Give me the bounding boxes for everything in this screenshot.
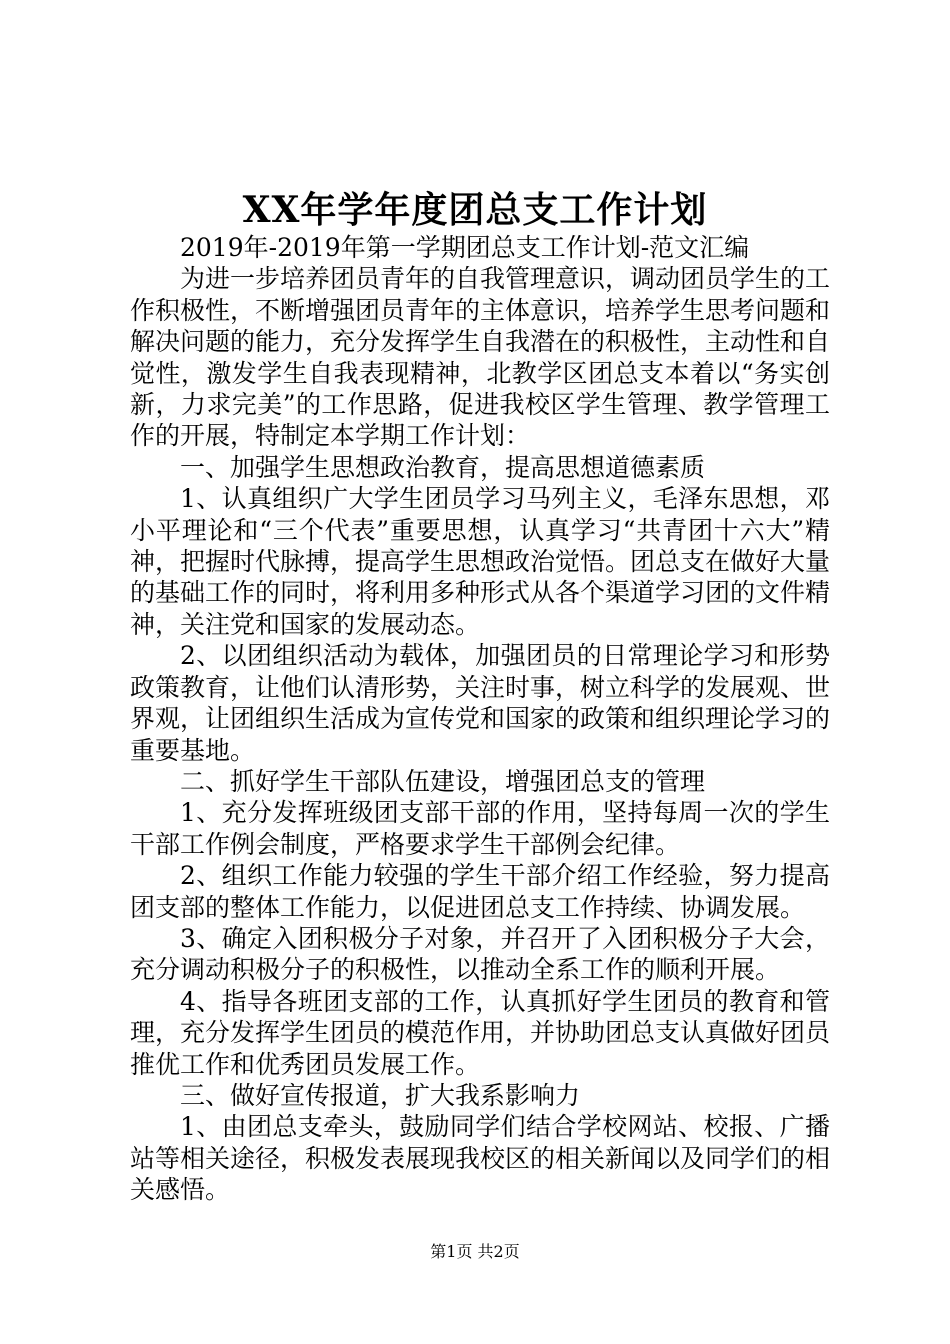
paragraph-2-3: 3、确定入团积极分子对象，并召开了入团积极分子大会，充分调动积极分子的积极性，以推动全系工作的顺利开展。 — [130, 923, 830, 985]
section-heading-3: 三、做好宣传报道，扩大我系影响力 — [180, 1080, 581, 1110]
section-heading-1: 一、加强学生思想政治教育，提高思想道德素质 — [180, 452, 706, 482]
paragraph-1-1: 1、认真组织广大学生团员学习马列主义，毛泽东思想，邓小平理论和“三个代表”重要思想，认真学习“共青团十六大”精神，把握时代脉搏，提高学生思想政治觉悟。团总支在做好大量的基础工作的同时，将利用多种形式从各个渠道学习团的文件精神，关注党和国家的发展动态。 — [130, 484, 831, 639]
document-body — [130, 232, 830, 1206]
paragraph-2-4: 4、指导各班团支部的工作，认真抓好学生团员的教育和管理，充分发挥学生团员的模范作用，并协助团总支认真做好团员推优工作和优秀团员发展工作。 — [130, 986, 831, 1079]
section-heading-2: 二、抓好学生干部队伍建设，增强团总支的管理 — [180, 766, 706, 796]
paragraph-1-2: 2、以团组织活动为载体，加强团员的日常理论学习和形势政策教育，让他们认清形势，关注时事，树立科学的发展观、世界观，让团组织生活成为宣传党和国家的政策和组织理论学习的重要基地。 — [130, 641, 831, 765]
page-number-footer: 第1页 共2页 — [430, 1242, 520, 1261]
document-title: XX年学年度团总支工作计划 — [242, 189, 708, 231]
paragraph-3-1: 1、由团总支牵头，鼓励同学们结合学校网站、校报、广播站等相关途径，积极发表展现我校区的相关新闻以及同学们的相关感悟。 — [130, 1112, 831, 1205]
subtitle-line: 2019年-2019年第一学期团总支工作计划-范文汇编 — [180, 233, 750, 262]
paragraph-2-1: 1、充分发挥班级团支部干部的作用，坚持每周一次的学生干部工作例会制度，严格要求学生干部例会纪律。 — [130, 798, 830, 859]
intro-paragraph: 为进一步培养团员青年的自我管理意识，调动团员学生的工作积极性，不断增强团员青年的主体意识，培养学生思考问题和解决问题的能力，充分发挥学生自我潜在的积极性，主动性和自觉性，激发学生自我表现精神，北教学区团总支本着以“务实创新，力求完美”的工作思路，促进我校区学生管理、教学管理工作的开展，特制定本学期工作计划： — [130, 264, 831, 451]
paragraph-2-2: 2、组织工作能力较强的学生干部介绍工作经验，努力提高团支部的整体工作能力，以促进团总支工作持续、协调发展。 — [130, 861, 830, 922]
